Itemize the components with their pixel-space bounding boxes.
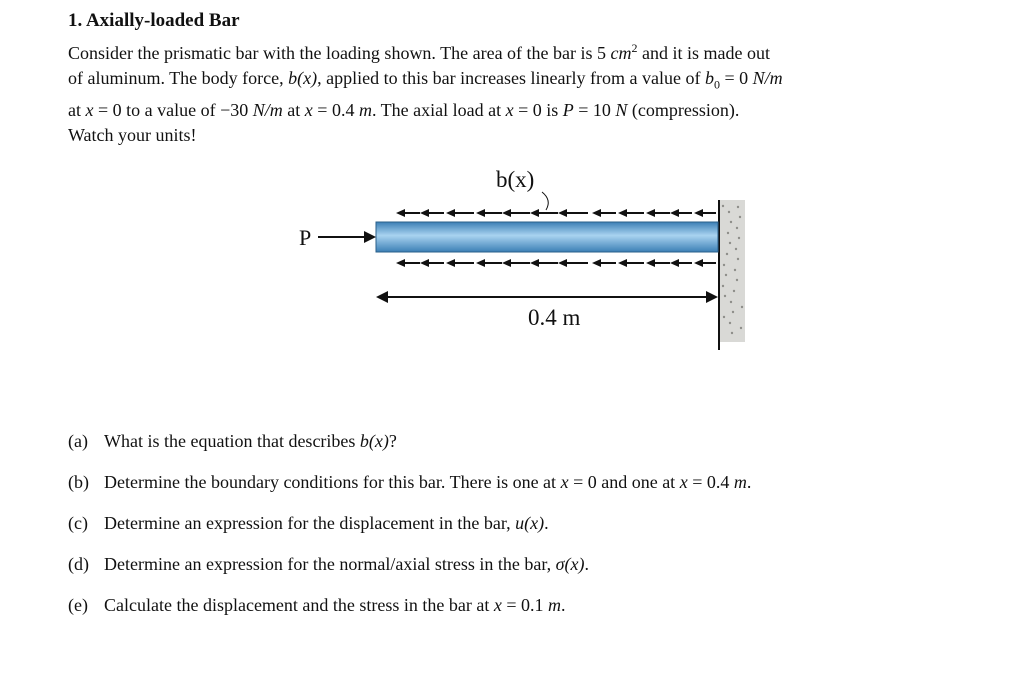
text-run: = 0.1 [501, 595, 549, 615]
wall-speckle [730, 301, 732, 303]
body-force-arrow-head [694, 209, 703, 217]
body-force-arrow-head [592, 209, 601, 217]
body-force-arrow-head [502, 259, 511, 267]
fixed-wall-support [719, 200, 745, 342]
wall-speckle [729, 242, 731, 244]
body-force-arrow-head [618, 259, 627, 267]
math-unit: m [358, 99, 372, 120]
body-force-arrow-head [446, 259, 455, 267]
text-run: . [561, 595, 566, 615]
text-run: Consider the prismatic bar with the loading shown. The area of the bar is 5 [68, 43, 611, 63]
text-run: Determine the boundary conditions for this bar. There is one at [104, 472, 561, 492]
text-run: = 0 [719, 68, 753, 88]
problem-statement [68, 36, 938, 148]
wall-speckle [738, 237, 740, 239]
text-run: at [282, 99, 305, 120]
math-run: m [733, 472, 747, 492]
math-x: x [505, 99, 514, 120]
text-run: = 10 [573, 99, 616, 120]
math-x: x [85, 99, 94, 120]
prismatic-bar [376, 222, 718, 252]
math-run: u(x) [515, 513, 545, 533]
text-run: , applied to this bar increases linearly from a value of [317, 68, 705, 88]
text-run: . [746, 472, 752, 492]
bar-diagram [290, 160, 770, 360]
wall-speckle [722, 205, 724, 207]
text-run: = 0 is [513, 99, 563, 120]
body-force-arrow-head [396, 259, 405, 267]
dimension-arrow-right [706, 291, 718, 303]
wall-speckle [735, 248, 737, 250]
wall-speckle [724, 295, 726, 297]
wall-speckle [740, 327, 742, 329]
question-label: (a) [68, 431, 88, 451]
body-force-arrow-head [670, 259, 679, 267]
math-run: x [493, 595, 502, 615]
body-force-arrow-head [476, 209, 485, 217]
text-run: What is the equation that describes [104, 431, 360, 451]
top-body-force-arrows [396, 209, 716, 217]
body-force-arrow-head [592, 259, 601, 267]
problem-title: Axially-loaded Bar [85, 10, 240, 31]
math-b0: b [704, 68, 714, 88]
body-force-arrow-head [476, 259, 485, 267]
wall-speckle [737, 258, 739, 260]
wall-speckle [731, 332, 733, 334]
wall-speckle [729, 322, 731, 324]
math-unit: N/m [752, 68, 783, 88]
text-run: Determine an expression for the normal/axial stress in the bar, [104, 554, 556, 574]
wall-speckle [727, 232, 729, 234]
wall-speckle [723, 316, 725, 318]
question-label: (e) [68, 595, 88, 615]
wall-speckle [737, 206, 739, 208]
text-run: Calculate the displacement and the stress in the bar at [104, 595, 494, 615]
body-force-arrow-head [558, 259, 567, 267]
math-unit: cm [610, 43, 632, 63]
text-run: . The axial load at [371, 99, 506, 120]
math-superscript: 2 [631, 41, 638, 55]
body-force-arrow-head [530, 209, 539, 217]
problem-heading [68, 10, 240, 32]
text-run: at [68, 99, 86, 120]
math-unit: N [615, 99, 628, 120]
load-arrow-head [364, 231, 376, 243]
wall-speckle [739, 216, 741, 218]
text-run: Determine an expression for the displacement in the bar, [104, 513, 516, 533]
question-e [68, 595, 566, 616]
body-force-arrow-head [396, 209, 405, 217]
body-force-arrow-head [618, 209, 627, 217]
math-run: x [679, 472, 688, 492]
body-force-arrow-head [646, 209, 655, 217]
wall-speckle [736, 227, 738, 229]
wall-speckle [725, 274, 727, 276]
wall-speckle [741, 306, 743, 308]
math-run: b(x) [359, 431, 389, 451]
question-d [68, 554, 589, 575]
wall-speckle [722, 285, 724, 287]
body-force-arrow-head [558, 209, 567, 217]
text-run: ? [388, 431, 397, 451]
math-x: x [304, 99, 313, 120]
text-run: = 0 and one at [568, 472, 680, 492]
body-force-arrow-head [694, 259, 703, 267]
statement-line-2 [68, 66, 938, 98]
body-force-arrow-head [420, 209, 429, 217]
wall-speckle [734, 269, 736, 271]
body-force-arrow-head [646, 259, 655, 267]
wall-speckle [726, 253, 728, 255]
question-label: (c) [68, 513, 88, 533]
question-c [68, 513, 549, 534]
wall-speckle [728, 211, 730, 213]
text-run: and it is made out [637, 43, 771, 63]
math-unit: N/m [252, 99, 283, 120]
wall-speckle [733, 290, 735, 292]
question-b [68, 472, 751, 493]
question-label: (b) [68, 472, 89, 492]
statement-line-1 [68, 36, 938, 66]
length-label: 0.4 m [528, 305, 581, 330]
bar-diagram-svg [290, 160, 770, 360]
question-a [68, 431, 397, 452]
text-run: (compression). [627, 99, 740, 120]
wall-speckle [730, 221, 732, 223]
problem-number: 1. [68, 10, 83, 31]
math-run: σ(x) [555, 554, 585, 574]
math-bx: b(x) [288, 68, 318, 88]
text-run: . [584, 554, 589, 574]
wall-speckle [732, 311, 734, 313]
text-run: = 0.4 [687, 472, 734, 492]
wall-speckle [736, 279, 738, 281]
statement-line-3 [68, 98, 938, 123]
statement-line-4: Watch your units! [68, 124, 197, 145]
text-run: of aluminum. The body force, [68, 68, 289, 88]
bottom-body-force-arrows [396, 259, 716, 267]
math-run: m [548, 595, 562, 615]
text-run: = 0.4 [312, 99, 359, 120]
body-force-arrow-head [530, 259, 539, 267]
question-label: (d) [68, 554, 89, 574]
wall-speckle [723, 264, 725, 266]
body-force-arrow-head [670, 209, 679, 217]
math-subscript: 0 [713, 77, 720, 92]
load-label: P [299, 225, 312, 250]
body-force-arrow-head [502, 209, 511, 217]
dimension-arrow-left [376, 291, 388, 303]
body-force-leader [542, 192, 548, 210]
body-force-arrow-head [446, 209, 455, 217]
text-run: = 0 to a value of −30 [93, 99, 253, 120]
body-force-label: b(x) [496, 167, 535, 192]
body-force-arrow-head [420, 259, 429, 267]
math-P: P [562, 99, 574, 120]
text-run: . [544, 513, 549, 533]
math-run: x [560, 472, 569, 492]
